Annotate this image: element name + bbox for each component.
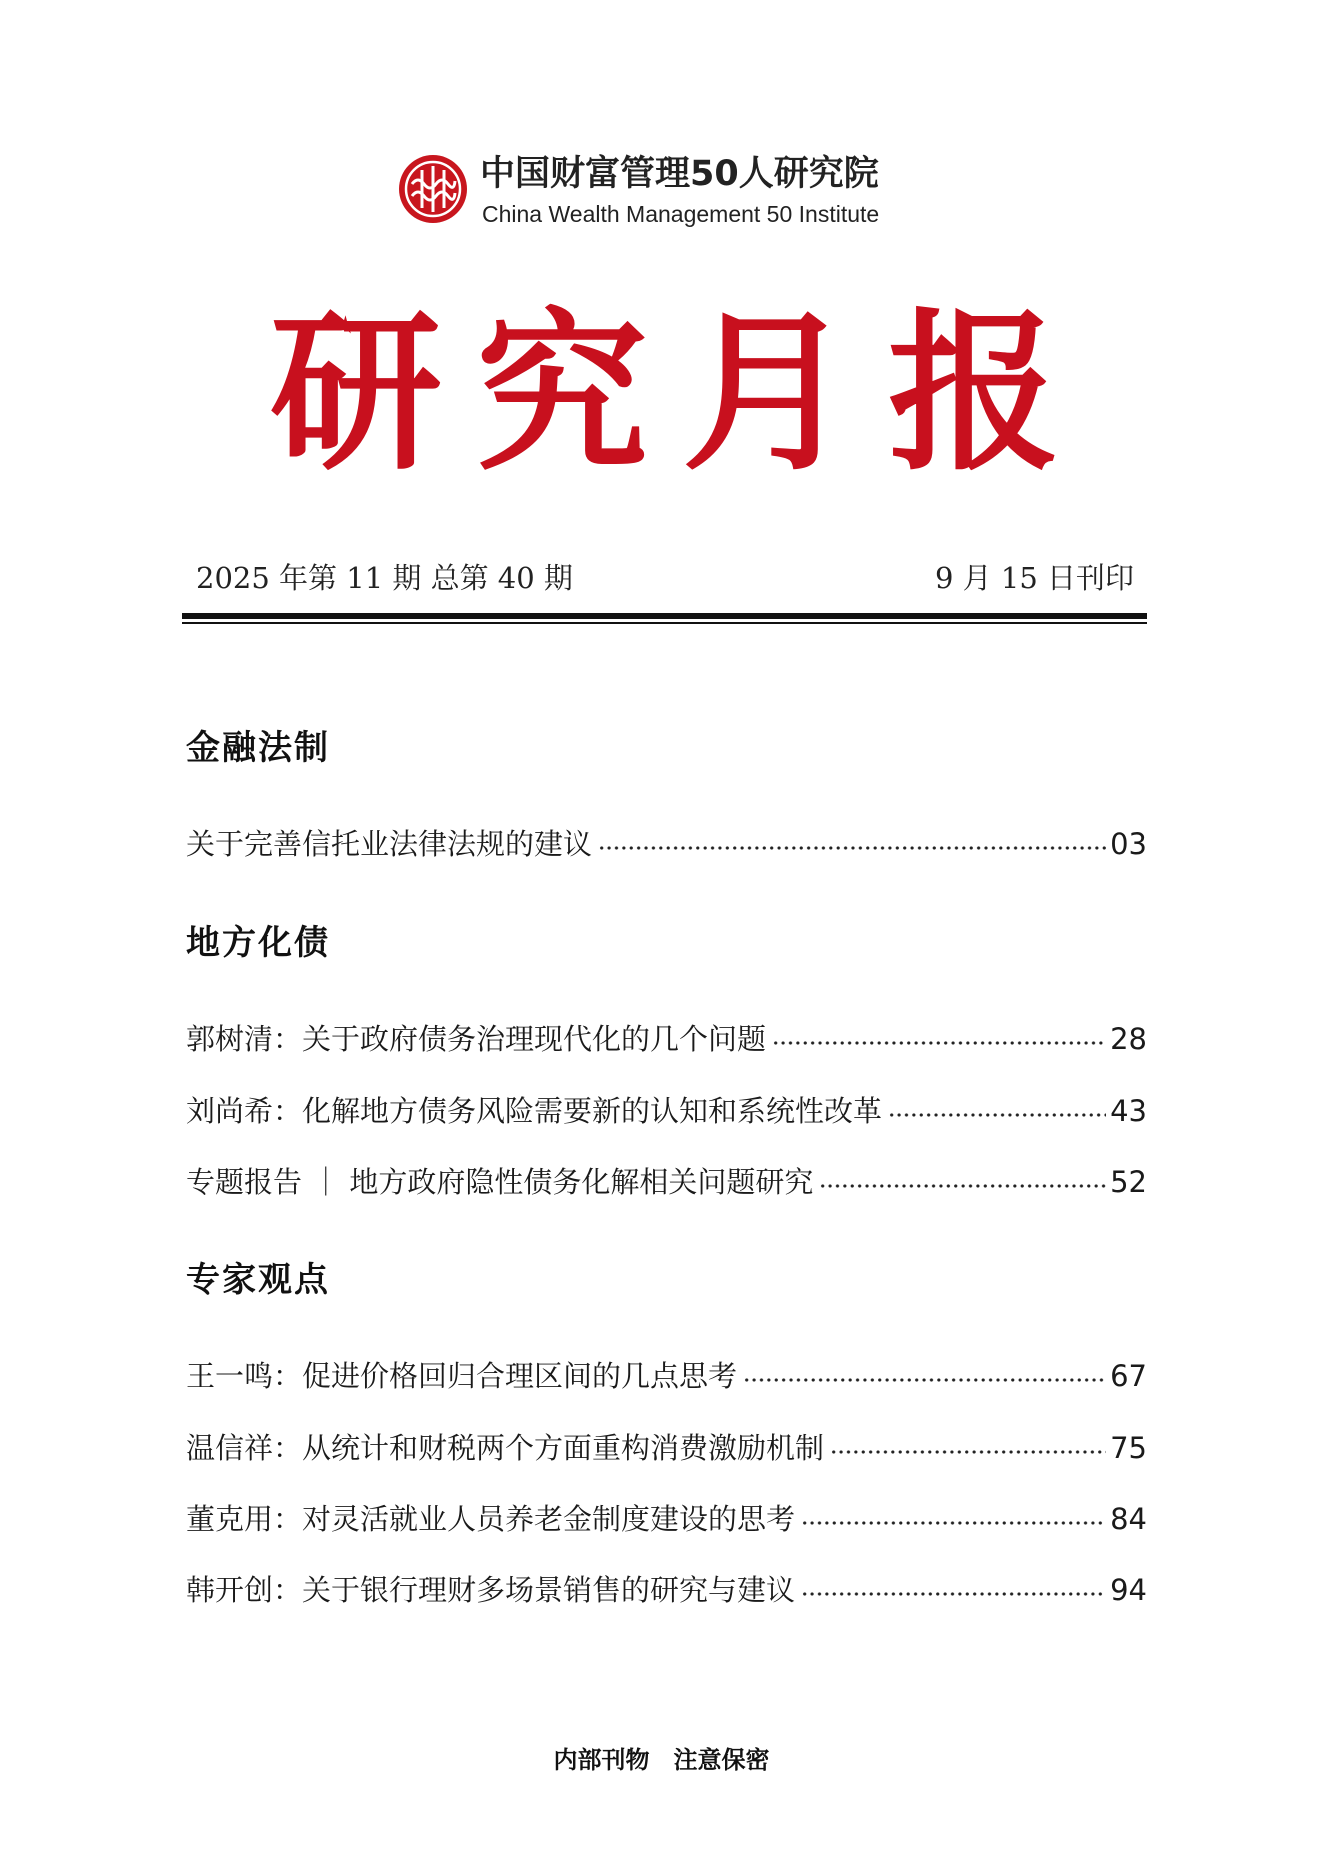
toc-entry bbox=[186, 1499, 1147, 1539]
dot-leader bbox=[888, 1112, 1106, 1118]
toc-entry bbox=[186, 1162, 1147, 1202]
toc-entry-title: 温信祥：从统计和财税两个方面重构消费激励机制 bbox=[186, 1431, 825, 1465]
dot-leader bbox=[801, 1520, 1106, 1526]
toc-entry bbox=[186, 1428, 1147, 1468]
toc-entry-title: 刘尚希：化解地方债务风险需要新的认知和系统性改革 bbox=[186, 1094, 883, 1128]
toc-entry bbox=[186, 1019, 1147, 1059]
issue-date: 9 月 15 日刊印 bbox=[934, 561, 1134, 595]
toc-entry-page: 94 bbox=[1110, 1573, 1147, 1607]
toc-entry-title: 董克用：对灵活就业人员养老金制度建设的思考 bbox=[186, 1502, 796, 1536]
toc-entry bbox=[186, 824, 1147, 864]
confidential-notice: 内部刊物 注意保密 bbox=[553, 1746, 770, 1774]
dot-leader bbox=[801, 1591, 1106, 1597]
toc-entry-page: 28 bbox=[1110, 1022, 1147, 1056]
toc-entry-title: 关于完善信托业法律法规的建议 bbox=[186, 827, 593, 861]
toc-entry bbox=[186, 1091, 1147, 1131]
dot-leader bbox=[830, 1449, 1106, 1455]
org-name-en: China Wealth Management 50 Institute bbox=[482, 201, 880, 227]
toc-entry bbox=[186, 1570, 1147, 1610]
dot-leader bbox=[772, 1040, 1106, 1046]
toc-entry bbox=[186, 1356, 1147, 1396]
dot-leader bbox=[598, 845, 1106, 851]
divider-thick bbox=[182, 613, 1147, 619]
section-heading: 专家观点 bbox=[186, 1260, 330, 1300]
toc-entry-page: 75 bbox=[1110, 1431, 1147, 1465]
report-title: 研究月报 bbox=[270, 291, 1094, 494]
toc-entry-title: 专题报告 ｜ 地方政府隐性债务化解相关问题研究 bbox=[186, 1165, 814, 1199]
toc-entry-page: 67 bbox=[1110, 1359, 1147, 1393]
toc-entry-title: 王一鸣：促进价格回归合理区间的几点思考 bbox=[186, 1359, 738, 1393]
dot-leader bbox=[743, 1377, 1106, 1383]
section-heading: 地方化债 bbox=[186, 923, 330, 963]
toc-entry-page: 03 bbox=[1110, 827, 1147, 861]
divider-thin bbox=[182, 622, 1147, 624]
institute-logo-icon bbox=[398, 154, 468, 224]
toc-entry-page: 52 bbox=[1110, 1165, 1147, 1199]
issue-number: 2025 年第 11 期 总第 40 期 bbox=[196, 561, 573, 595]
toc-entry-title: 韩开创：关于银行理财多场景销售的研究与建议 bbox=[186, 1573, 796, 1607]
section-heading: 金融法制 bbox=[186, 728, 330, 768]
toc-entry-title: 郭树清：关于政府债务治理现代化的几个问题 bbox=[186, 1022, 767, 1056]
toc-entry-page: 43 bbox=[1110, 1094, 1147, 1128]
org-name-cn: 中国财富管理50人研究院 bbox=[480, 154, 879, 194]
dot-leader bbox=[819, 1183, 1106, 1189]
toc-entry-page: 84 bbox=[1110, 1502, 1147, 1536]
